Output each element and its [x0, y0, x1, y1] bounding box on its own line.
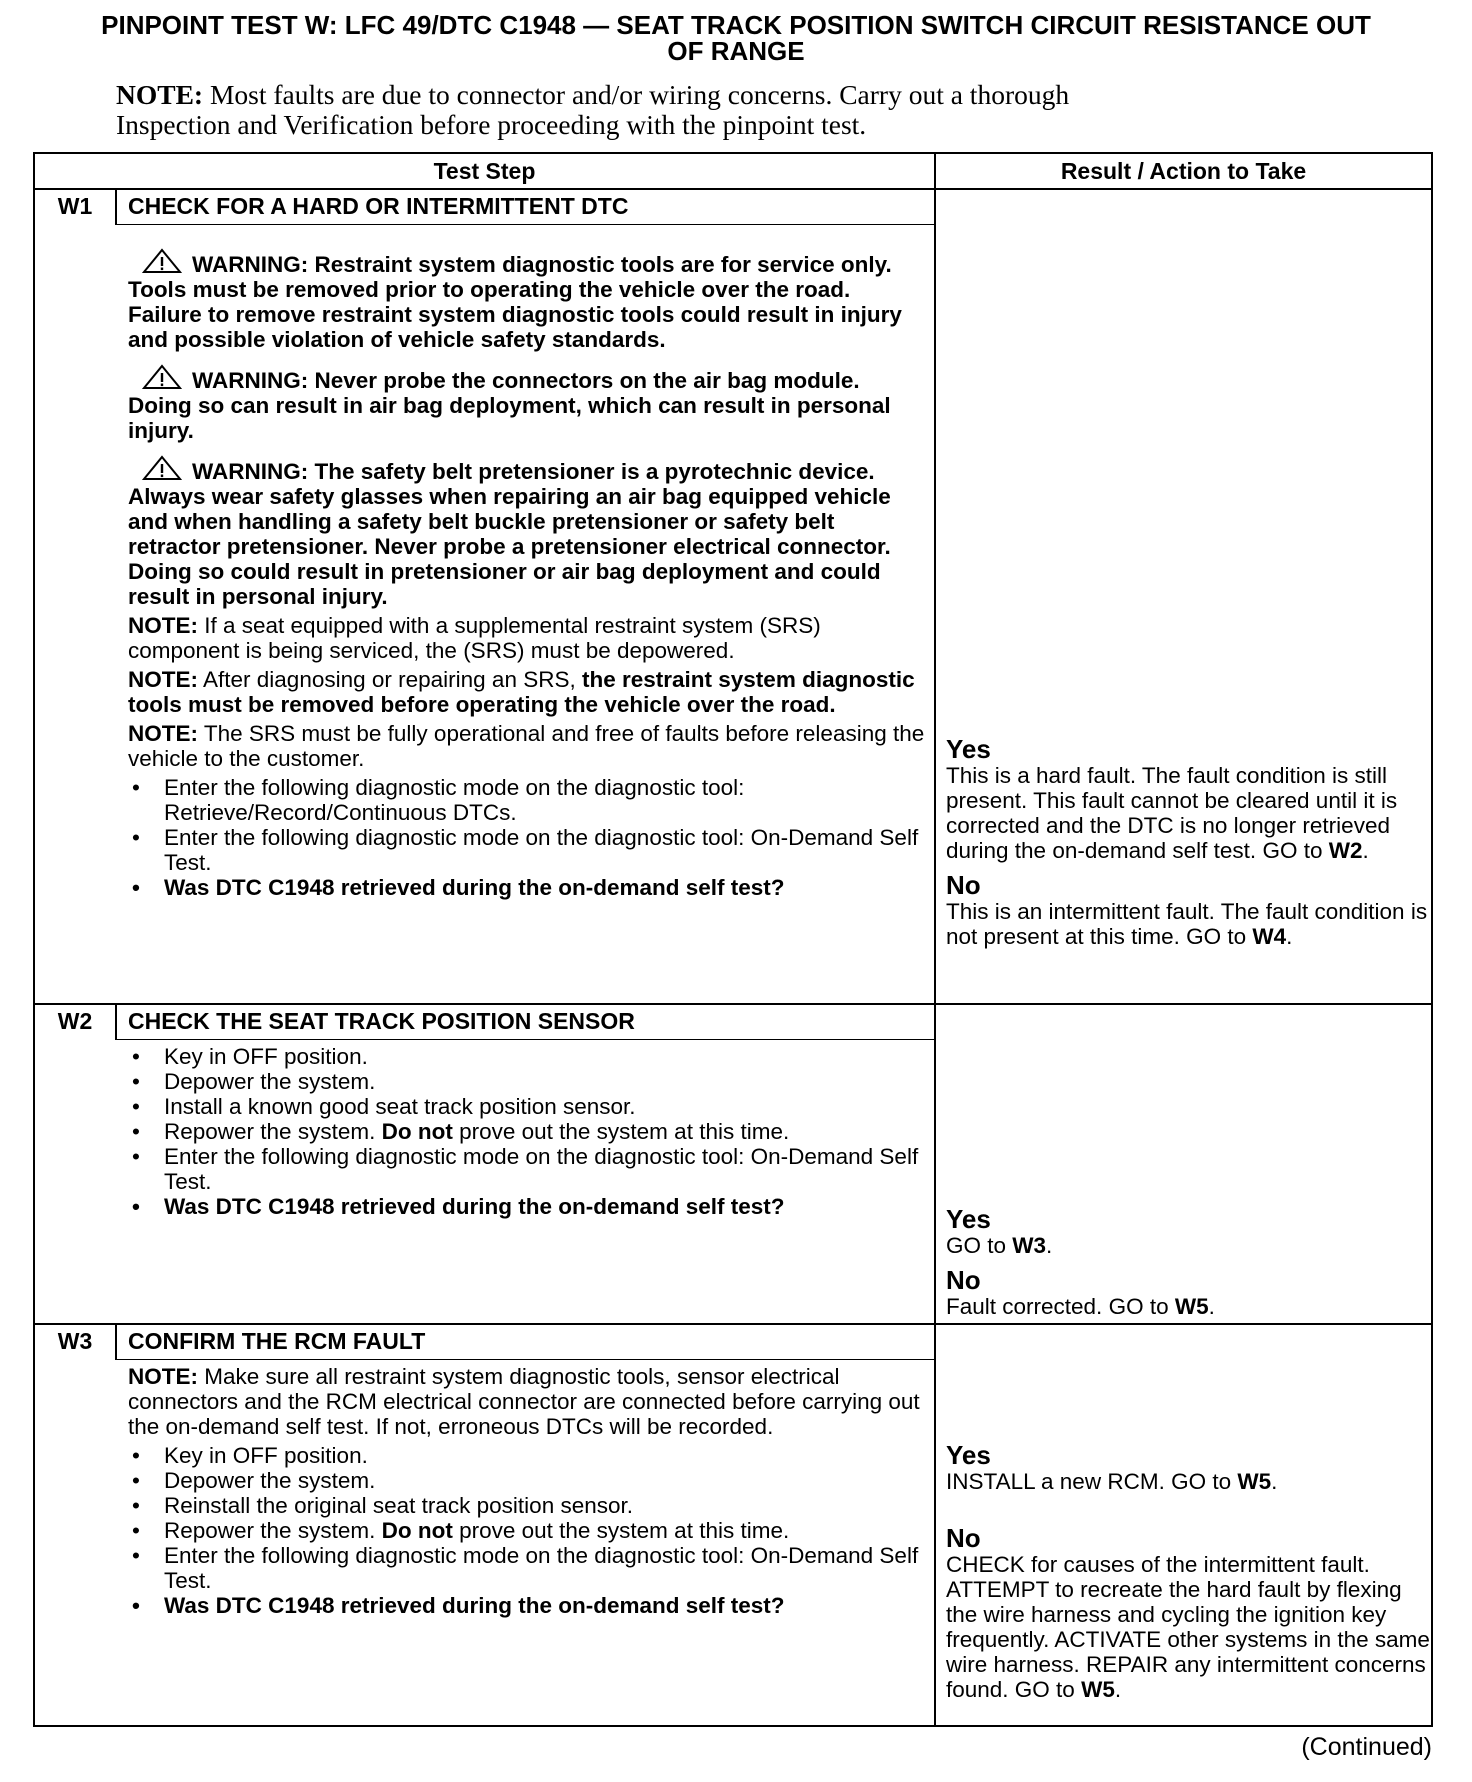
- result-yes-text: GO to W3.: [946, 1233, 1053, 1258]
- goto-link[interactable]: W4: [1252, 924, 1287, 949]
- result-no-label: No: [946, 1265, 981, 1295]
- warning-3: WARNING: The safety belt pretensioner is a pyrotechnic device. Always wear safety glasses when repairing an air bag equipped vehicle and when handling a safety belt buckle pretensioner or safety belt retractor pretensioner. Never probe a pretensioner electrical connector. Doing so could result in pretensioner or air bag deployment and could result in personal injury.: [128, 455, 928, 609]
- note: NOTE: Make sure all restraint system diagnostic tools, sensor electrical connectors and the RCM electrical connector are connected before carrying out the on-demand self test. If not, erroneous DTCs will be recorded.: [128, 1364, 920, 1439]
- list-item: • Key in OFF position.: [128, 1044, 928, 1069]
- step-body-w1: [128, 248, 928, 900]
- result-yes-text: INSTALL a new RCM. GO to W5.: [946, 1469, 1278, 1494]
- list-item: • Depower the system.: [128, 1069, 928, 1094]
- step-id-w1: W1: [57, 193, 93, 219]
- step-id-w2: W2: [57, 1008, 93, 1034]
- list-item: • Depower the system.: [128, 1468, 928, 1493]
- goto-link[interactable]: W2: [1328, 838, 1363, 863]
- goto-link[interactable]: W5: [1174, 1294, 1209, 1319]
- w3-heading-rule: [115, 1359, 934, 1360]
- intro-line-2: Inspection and Verification before proceeding with the pinpoint test.: [116, 109, 867, 140]
- goto-link[interactable]: W5: [1081, 1677, 1115, 1702]
- title-line-1: PINPOINT TEST W: LFC 49/DTC C1948 — SEAT TRACK POSITION SWITCH CIRCUIT RESISTANCE OUT: [101, 10, 1371, 40]
- result-w3: [946, 1441, 1432, 1702]
- result-w2: [946, 1205, 1432, 1319]
- result-no-label: No: [946, 1523, 981, 1553]
- list-item: • Repower the system. Do not prove out the system at this time.: [128, 1518, 928, 1543]
- title-line-2: OF RANGE: [667, 36, 805, 66]
- goto-link[interactable]: W3: [1012, 1233, 1047, 1258]
- intro-note: [116, 80, 1316, 140]
- w1-id-divider: [115, 188, 117, 224]
- step-body-w2: [128, 1044, 928, 1219]
- step-body-w3: [128, 1364, 928, 1618]
- step-heading-w2: CHECK THE SEAT TRACK POSITION SENSOR: [128, 1008, 635, 1034]
- column-header-result: Result / Action to Take: [1060, 158, 1307, 184]
- goto-link[interactable]: W5: [1237, 1469, 1272, 1494]
- warning-triangle-icon: [142, 455, 182, 481]
- list-item: • Enter the following diagnostic mode on the diagnostic tool: On-Demand Self Test.: [128, 1144, 928, 1194]
- intro-line-1: Most faults are due to connector and/or wiring concerns. Carry out a thorough: [203, 79, 1070, 110]
- list-item-question: • Was DTC C1948 retrieved during the on-demand self test?: [128, 875, 928, 900]
- continued-label: (Continued): [1301, 1733, 1432, 1761]
- result-yes-label: Yes: [946, 1204, 991, 1234]
- list-item: • Enter the following diagnostic mode on the diagnostic tool: Retrieve/Record/Continuous DTCs.: [128, 775, 928, 825]
- note-3: NOTE: The SRS must be fully operational and free of faults before releasing the vehicle to the customer.: [128, 721, 925, 771]
- warning-triangle-icon: [142, 364, 182, 390]
- result-no-label: No: [946, 870, 981, 900]
- step-heading-w1: CHECK FOR A HARD OR INTERMITTENT DTC: [128, 193, 629, 219]
- warning-1: WARNING: Restraint system diagnostic tools are for service only. Tools must be removed prior to operating the vehicle over the road. Failure to remove restraint system diagnostic tools could result in injury and possible violation of vehicle safety standards.: [128, 248, 928, 352]
- w3-id-divider: [115, 1323, 117, 1359]
- step-heading-w3: CONFIRM THE RCM FAULT: [128, 1328, 426, 1354]
- warning-triangle-icon: [142, 248, 182, 274]
- w1-heading-rule: [115, 224, 934, 225]
- note-1: NOTE: If a seat equipped with a supplemental restraint system (SRS) component is being serviced, the (SRS) must be depowered.: [128, 613, 821, 663]
- result-yes-text: This is a hard fault. The fault condition is still present. This fault cannot be cleared until it is corrected and the DTC is no longer retrieved during the on-demand self test. GO to W2.: [946, 763, 1398, 863]
- list-item: • Install a known good seat track position sensor.: [128, 1094, 928, 1119]
- intro-note-label: NOTE:: [116, 79, 204, 110]
- result-w1: [946, 735, 1432, 949]
- list-item: • Enter the following diagnostic mode on the diagnostic tool: On-Demand Self Test.: [128, 1543, 928, 1593]
- w2-heading-rule: [115, 1039, 934, 1040]
- note-2: NOTE: After diagnosing or repairing an SRS, the restraint system diagnostic tools must be removed before operating the vehicle over the road.: [128, 667, 915, 717]
- list-item: • Enter the following diagnostic mode on the diagnostic tool: On-Demand Self Test.: [128, 825, 928, 875]
- list-item: • Repower the system. Do not prove out the system at this time.: [128, 1119, 928, 1144]
- result-no-text: CHECK for causes of the intermittent fault. ATTEMPT to recreate the hard fault by flexing the wire harness and cycling the ignition key frequently. ACTIVATE other systems in the same wire harness. REPAIR any intermittent concerns found. GO to W5.: [946, 1552, 1430, 1702]
- list-item: • Key in OFF position.: [128, 1443, 928, 1468]
- result-yes-label: Yes: [946, 1440, 991, 1470]
- result-no-text: This is an intermittent fault. The fault condition is not present at this time. GO to W4.: [946, 899, 1428, 949]
- list-item-question: • Was DTC C1948 retrieved during the on-demand self test?: [128, 1593, 928, 1618]
- step-id-w3: W3: [57, 1328, 93, 1354]
- list-item: • Reinstall the original seat track position sensor.: [128, 1493, 928, 1518]
- column-divider: [934, 152, 936, 1727]
- list-item-question: • Was DTC C1948 retrieved during the on-demand self test?: [128, 1194, 928, 1219]
- warning-2: WARNING: Never probe the connectors on the air bag module. Doing so can result in air bag deployment, which can result in personal injury.: [128, 364, 928, 443]
- result-yes-label: Yes: [946, 734, 991, 764]
- page-title: [30, 12, 1442, 64]
- w2-id-divider: [115, 1003, 117, 1039]
- result-no-text: Fault corrected. GO to W5.: [946, 1294, 1215, 1319]
- column-header-test-step: Test Step: [433, 158, 536, 184]
